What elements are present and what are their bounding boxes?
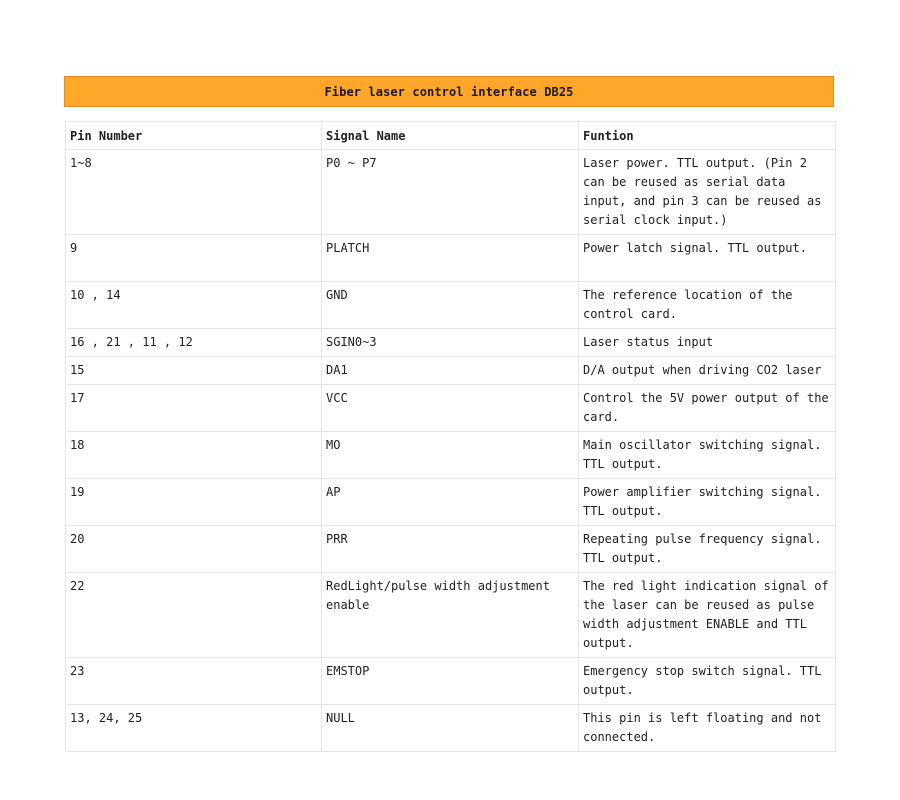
table-row — [66, 573, 836, 658]
signal-cell: EMSTOP — [322, 658, 579, 705]
table-row — [66, 526, 836, 573]
header-function: Funtion — [579, 122, 836, 150]
table-row — [66, 432, 836, 479]
table-row — [66, 282, 836, 329]
signal-cell: MO — [322, 432, 579, 479]
function-cell: Emergency stop switch signal. TTL output. — [579, 658, 836, 705]
table-row — [66, 150, 836, 235]
pin-cell: 17 — [66, 385, 322, 432]
function-cell: Repeating pulse frequency signal. TTL output. — [579, 526, 836, 573]
header-signal-name: Signal Name — [322, 122, 579, 150]
pin-cell: 18 — [66, 432, 322, 479]
signal-cell: PRR — [322, 526, 579, 573]
function-cell: Laser status input — [579, 329, 836, 357]
pin-cell: 16 , 21 , 11 , 12 — [66, 329, 322, 357]
table-title: Fiber laser control interface DB25 — [64, 76, 834, 107]
table-row — [66, 329, 836, 357]
signal-cell: SGIN0~3 — [322, 329, 579, 357]
pin-cell: 15 — [66, 357, 322, 385]
function-cell: Laser power. TTL output. (Pin 2 can be reused as serial data input, and pin 3 can be reused as serial clock input.) — [579, 150, 836, 235]
header-pin-number: Pin Number — [66, 122, 322, 150]
table-row — [66, 385, 836, 432]
function-cell: D/A output when driving CO2 laser — [579, 357, 836, 385]
pin-cell: 10 , 14 — [66, 282, 322, 329]
signal-cell: DA1 — [322, 357, 579, 385]
pin-cell: 13, 24, 25 — [66, 705, 322, 752]
signal-cell: AP — [322, 479, 579, 526]
function-cell: Power amplifier switching signal. TTL output. — [579, 479, 836, 526]
pin-cell: 9 — [66, 235, 322, 282]
table-row — [66, 479, 836, 526]
function-cell: This pin is left floating and not connected. — [579, 705, 836, 752]
table-row — [66, 357, 836, 385]
pin-cell: 22 — [66, 573, 322, 658]
table-row — [66, 658, 836, 705]
signal-cell: PLATCH — [322, 235, 579, 282]
signal-cell: NULL — [322, 705, 579, 752]
function-cell: Power latch signal. TTL output. — [579, 235, 836, 282]
table-row — [66, 235, 836, 282]
pin-cell: 19 — [66, 479, 322, 526]
function-cell: The reference location of the control card. — [579, 282, 836, 329]
pin-cell: 1~8 — [66, 150, 322, 235]
pin-cell: 23 — [66, 658, 322, 705]
signal-cell: RedLight/pulse width adjustment enable — [322, 573, 579, 658]
signal-cell: GND — [322, 282, 579, 329]
table-row — [66, 705, 836, 752]
function-cell: Control the 5V power output of the card. — [579, 385, 836, 432]
table-header-row — [66, 122, 836, 150]
signal-cell: P0 ~ P7 — [322, 150, 579, 235]
pin-cell: 20 — [66, 526, 322, 573]
pin-table — [65, 121, 836, 752]
function-cell: The red light indication signal of the laser can be reused as pulse width adjustment ENABLE and TTL output. — [579, 573, 836, 658]
function-cell: Main oscillator switching signal. TTL output. — [579, 432, 836, 479]
signal-cell: VCC — [322, 385, 579, 432]
